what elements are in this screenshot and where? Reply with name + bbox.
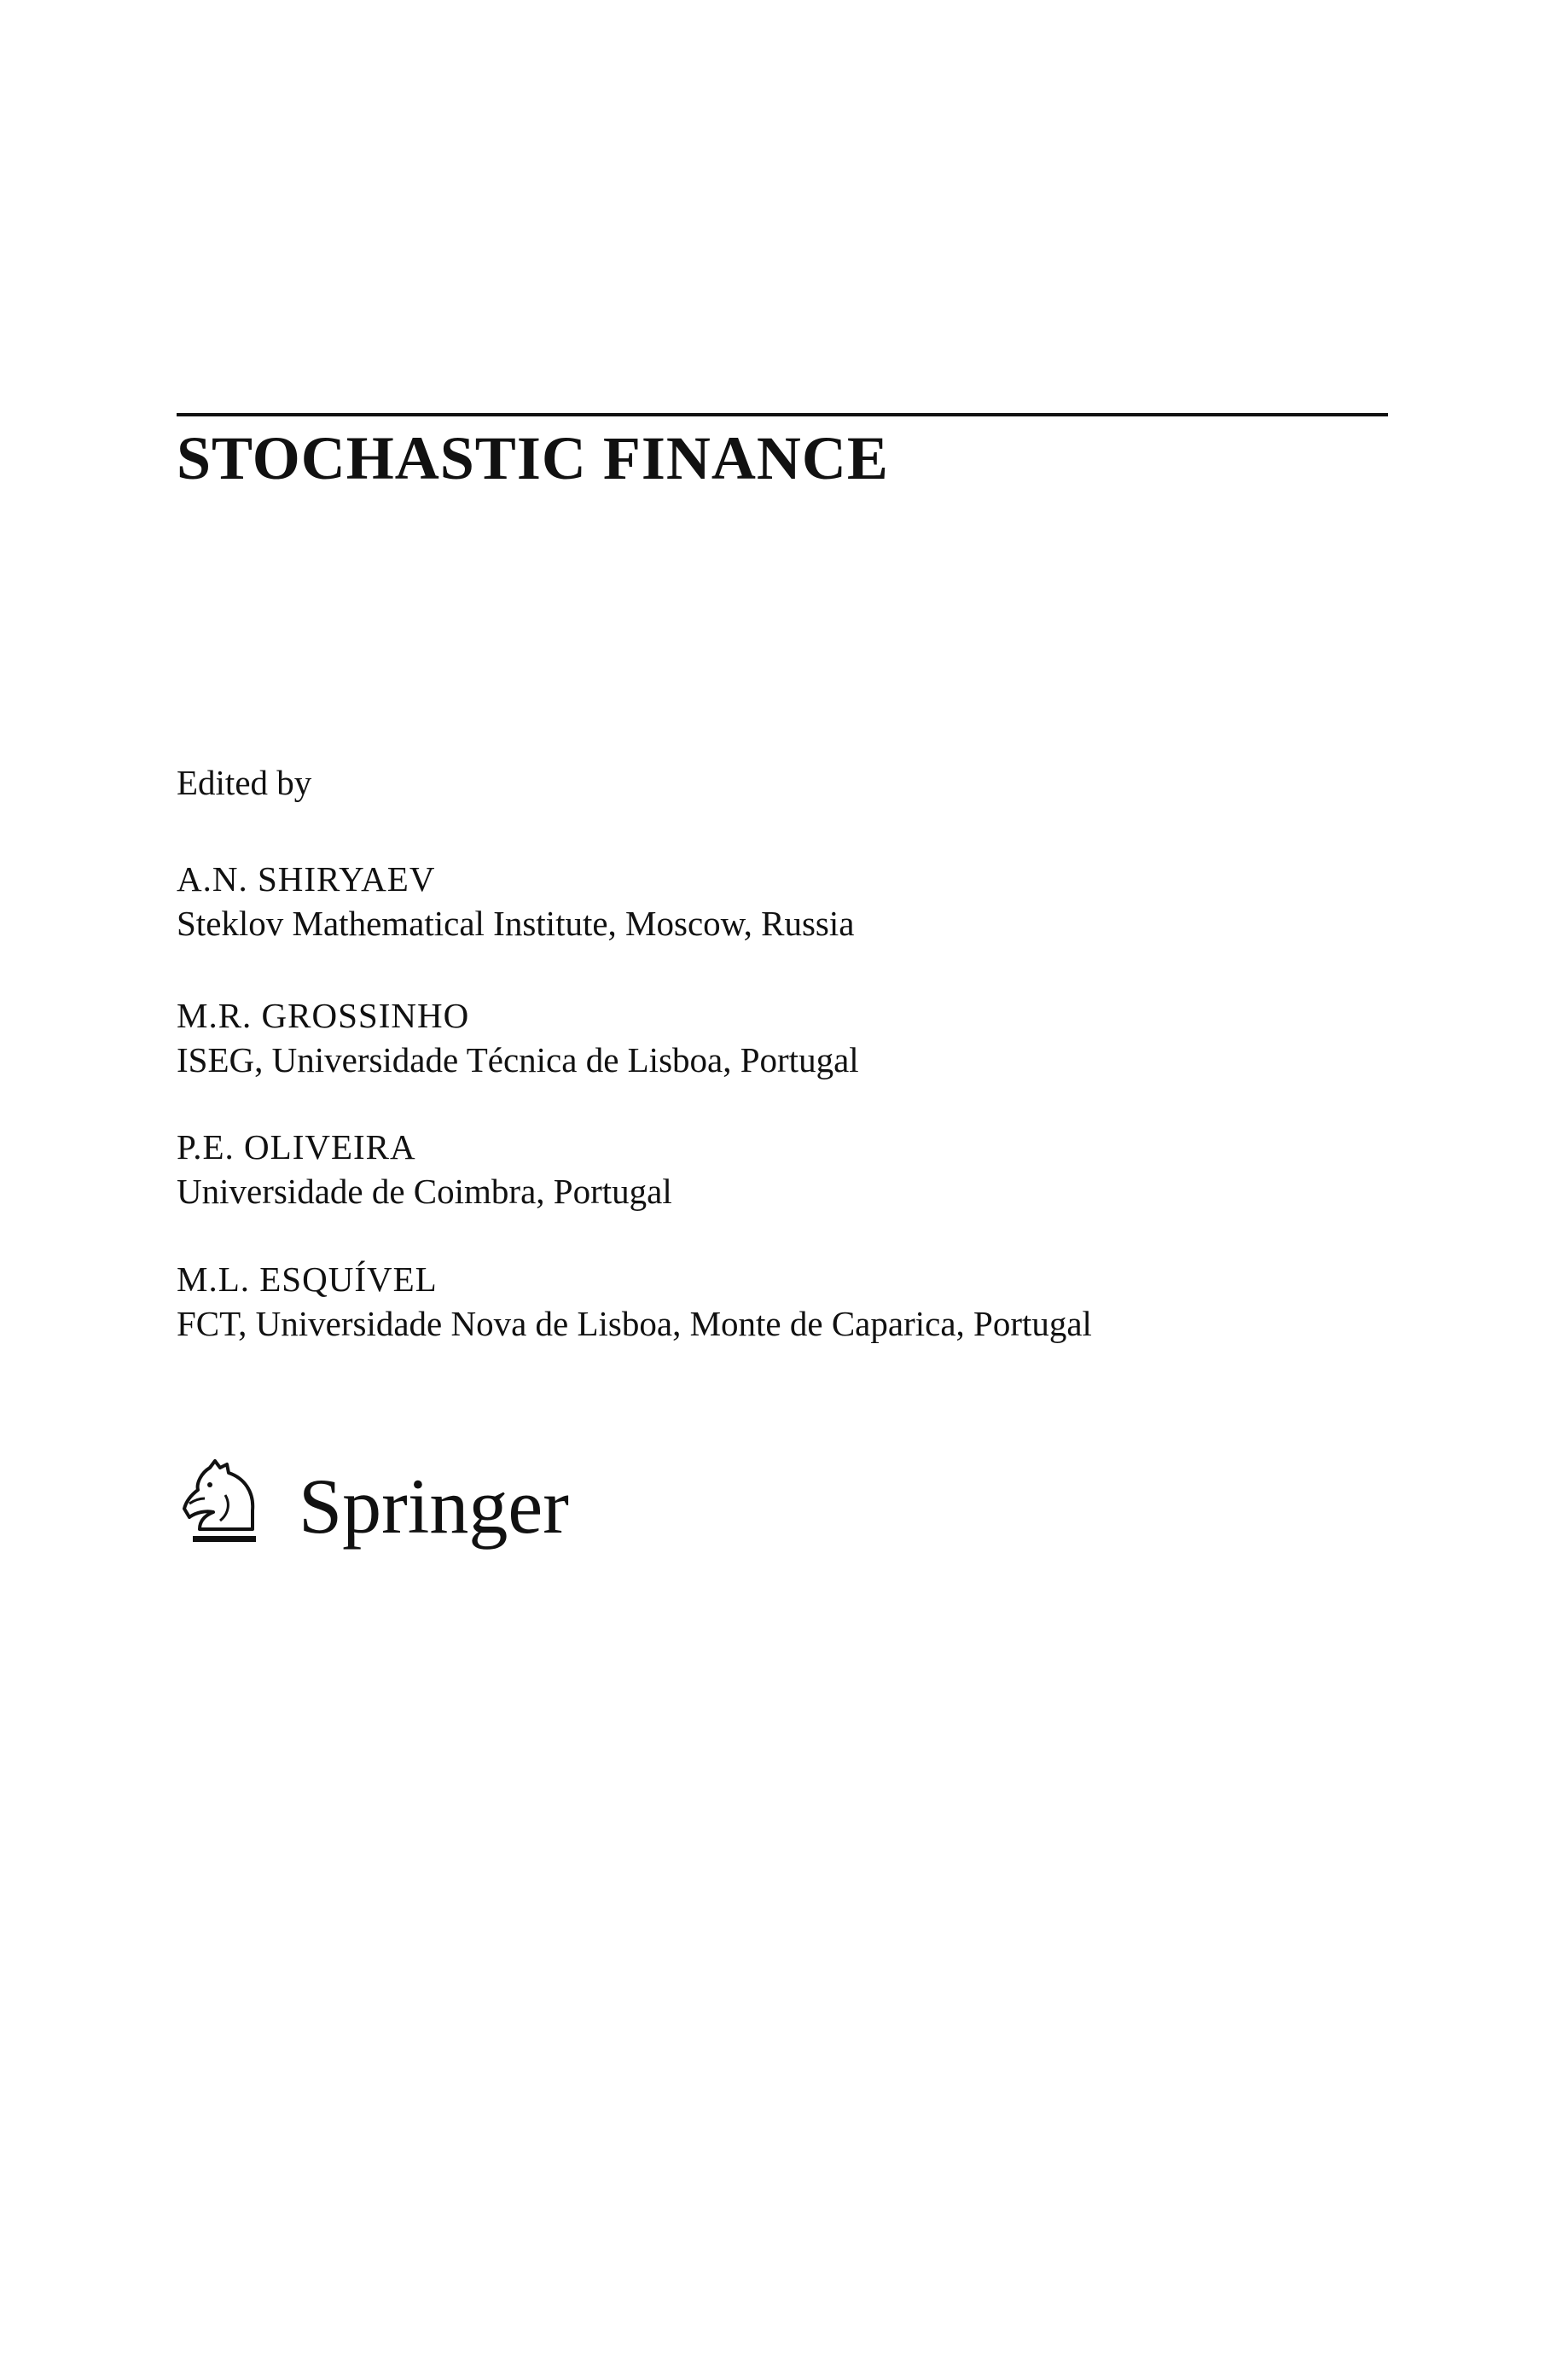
editor-name: M.R. GROSSINHO — [177, 996, 470, 1035]
editor-entry — [177, 857, 854, 945]
springer-knight-logo-icon — [176, 1457, 270, 1556]
editor-entry — [177, 1257, 1092, 1346]
editor-affiliation: FCT, Universidade Nova de Lisboa, Monte de Caparica, Portugal — [177, 1304, 1092, 1343]
publisher-imprint — [176, 1451, 569, 1562]
editor-affiliation: Steklov Mathematical Institute, Moscow, Russia — [177, 904, 855, 943]
edited-by-label: Edited by — [177, 763, 312, 802]
editor-affiliation: ISEG, Universidade Técnica de Lisboa, Portugal — [177, 1040, 859, 1079]
editor-name: M.L. ESQUÍVEL — [177, 1260, 438, 1299]
editor-name: P.E. OLIVEIRA — [177, 1127, 416, 1167]
editor-entry — [177, 993, 859, 1082]
title-rule — [177, 413, 1388, 416]
editor-name: A.N. SHIRYAEV — [177, 859, 436, 899]
editor-affiliation: Universidade de Coimbra, Portugal — [177, 1172, 672, 1211]
publisher-name: Springer — [299, 1463, 569, 1550]
book-title: STOCHASTIC FINANCE — [177, 424, 889, 492]
editor-entry — [177, 1125, 672, 1213]
